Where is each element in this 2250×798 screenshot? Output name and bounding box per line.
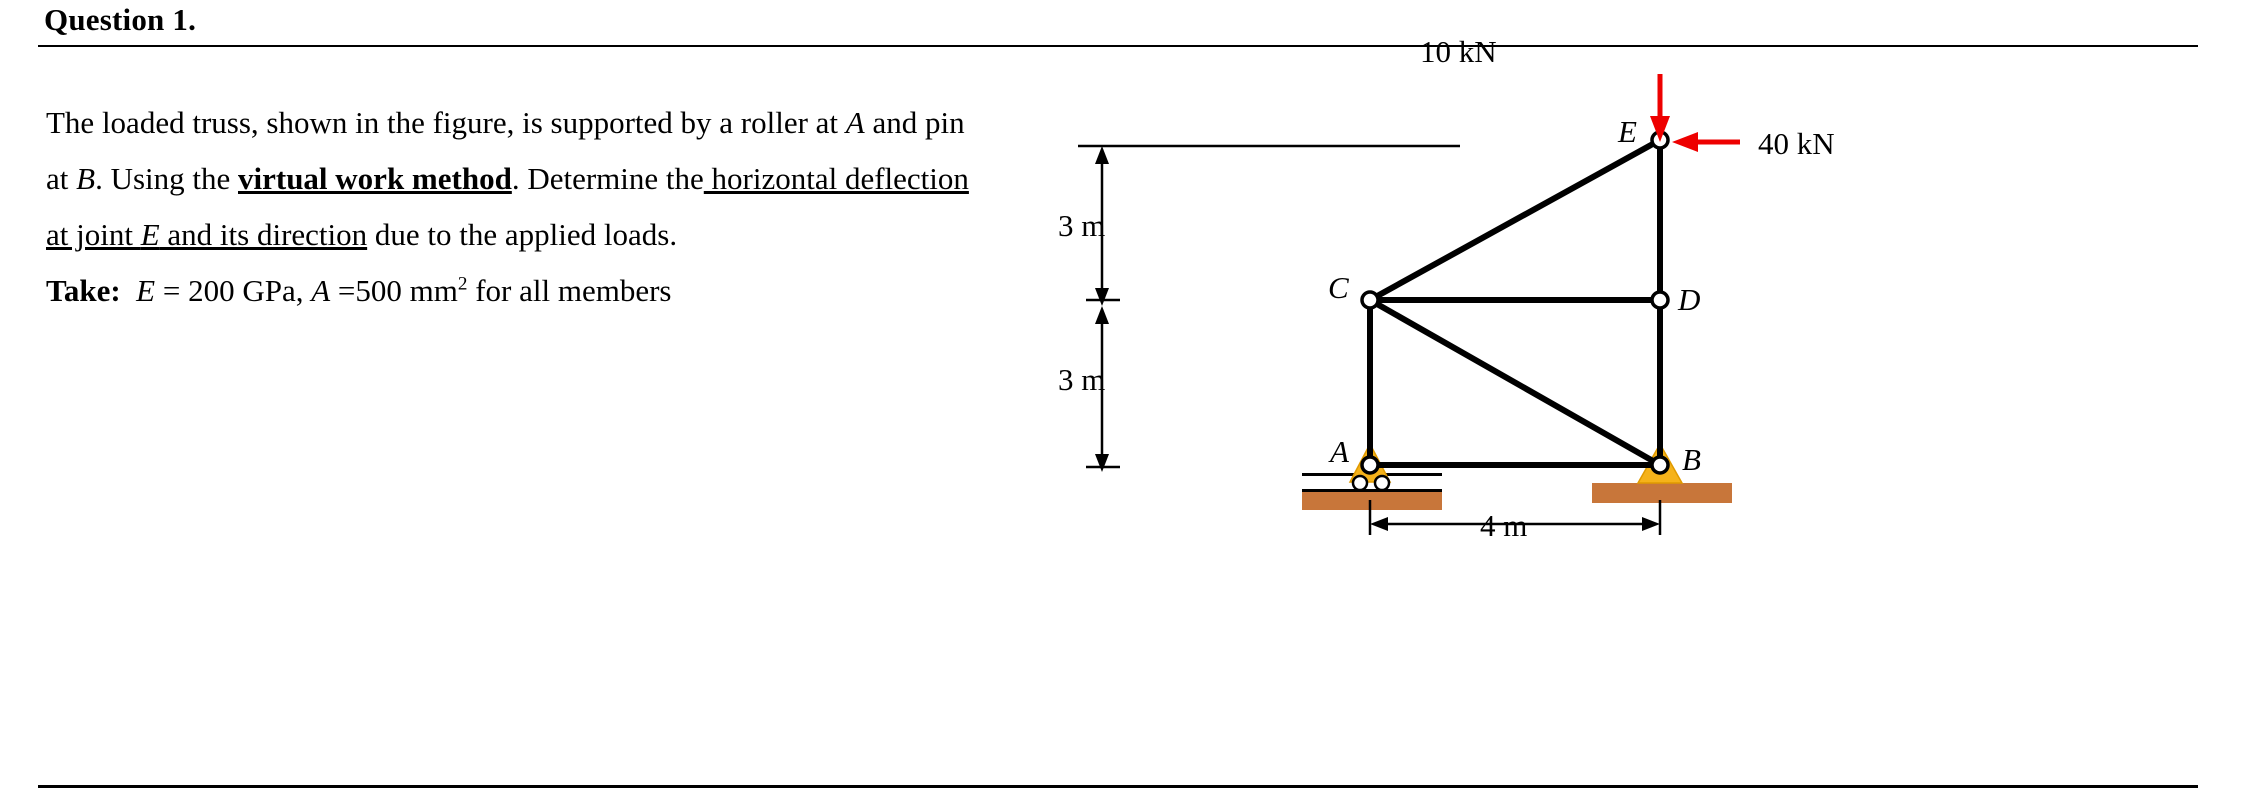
joint-label-b: B [1682, 442, 1701, 477]
line2-part-b: . Using the [95, 161, 238, 196]
question-text [46, 95, 1046, 319]
members-note: for all members [467, 273, 672, 308]
roller-wheel-left [1353, 476, 1367, 490]
pin-ground [1592, 483, 1732, 503]
dimension-lower-label: 3 m [1058, 362, 1106, 397]
joint-label-a: A [1330, 434, 1349, 469]
question-line-2 [46, 151, 1046, 207]
line2-part-c: . Determine the [511, 161, 704, 196]
page-title: Question 1. [44, 2, 197, 37]
horizontal-load-label: 40 kN [1758, 126, 1835, 161]
area-symbol: A [311, 273, 331, 308]
roller-wheel-right [1375, 476, 1389, 490]
question-line-1 [46, 95, 1046, 151]
line3-part-c: due to the applied loads. [367, 217, 678, 252]
truss-figure [1040, 30, 2220, 770]
vertical-load-label: 10 kN [1420, 34, 1497, 69]
member-CB [1370, 300, 1660, 465]
virtual-work-method-emphasis: virtual work method [238, 161, 512, 196]
joint-node-a [1362, 457, 1378, 473]
truss-members [1370, 140, 1660, 465]
line1-part-a: The loaded truss, shown in the figure, is supported by a roller at [46, 105, 846, 140]
line3-part-b: and its direction [159, 217, 368, 252]
joint-node-d [1652, 292, 1668, 308]
joint-node-b [1652, 457, 1668, 473]
vertical-load-arrow [1650, 74, 1670, 142]
area-exponent: 2 [457, 273, 468, 295]
member-CE [1370, 140, 1660, 300]
question-line-3 [46, 207, 1046, 263]
line3-part-a: at joint [46, 217, 141, 252]
footer-divider [38, 785, 2198, 788]
horizontal-deflection-emphasis: horizontal deflection [703, 161, 969, 196]
line1-part-b: and pin [864, 105, 965, 140]
question-line-4 [46, 263, 1046, 319]
take-label: Take: [46, 273, 121, 308]
joint-label-e: E [1618, 114, 1637, 149]
area-value: =500 mm [330, 273, 458, 308]
joint-e-ref: E [140, 217, 160, 252]
take-gap [121, 273, 137, 308]
joint-label-c: C [1328, 270, 1349, 305]
modulus-value: = 200 GPa, [155, 273, 312, 308]
joint-label-d: D [1678, 282, 1701, 317]
modulus-symbol: E [136, 273, 156, 308]
joint-node-c [1362, 292, 1378, 308]
joint-b-ref: B [76, 161, 96, 196]
line2-part-a: at [46, 161, 77, 196]
horizontal-load-arrow [1672, 132, 1740, 152]
joint-a-ref: A [845, 105, 865, 140]
dimension-span-label: 4 m [1480, 508, 1528, 543]
dimension-upper-label: 3 m [1058, 208, 1106, 243]
